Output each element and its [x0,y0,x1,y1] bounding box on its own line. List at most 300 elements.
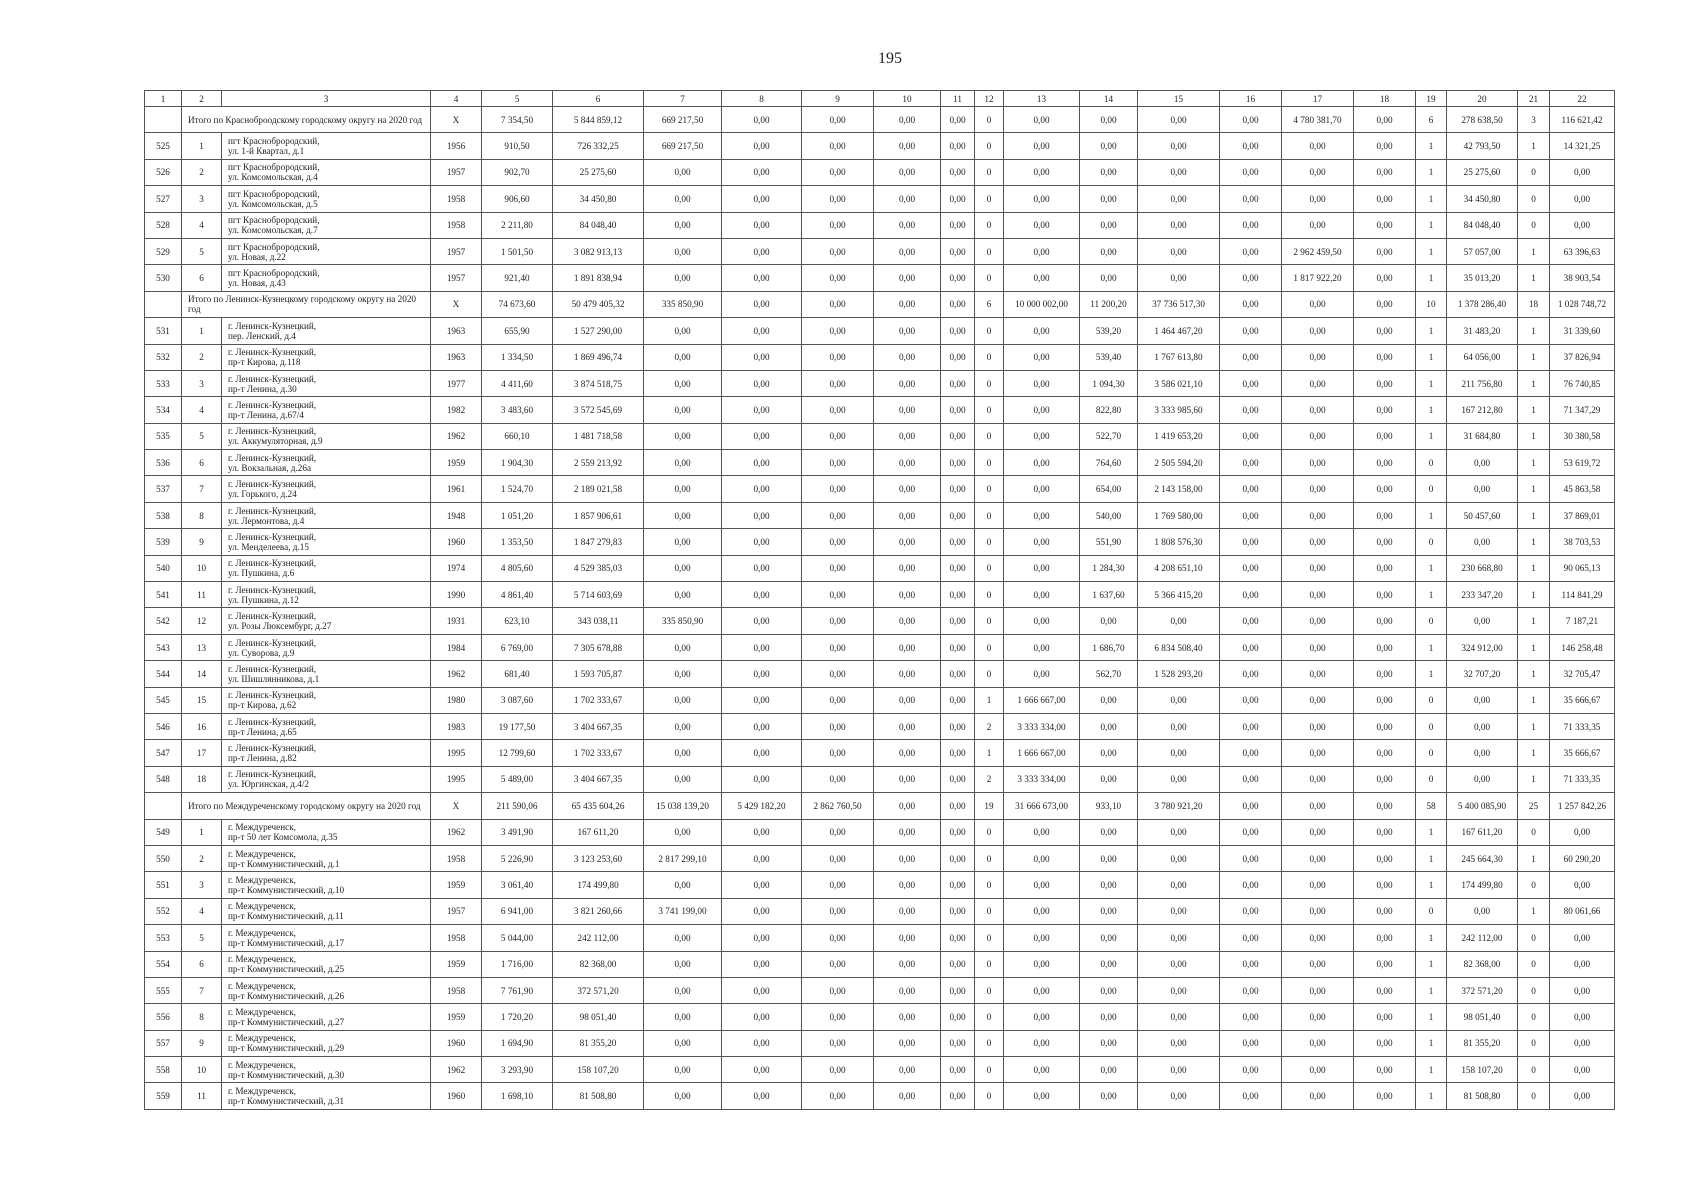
value-cell: 0 [975,529,1004,555]
value-cell: 0,00 [1220,476,1282,502]
address-cell [222,1030,431,1056]
value-cell: 0 [1416,740,1447,766]
value-cell: 34 450,80 [1447,186,1518,212]
value-cell: 0,00 [1004,107,1080,133]
item-index-cell: 4 [182,898,222,924]
value-cell: 1977 [431,370,482,396]
address-locality: г. Междуреченск, [228,1086,296,1097]
value-cell: 1 769 580,00 [1138,502,1220,528]
value-cell: 0,00 [802,212,874,238]
value-cell: 1 524,70 [482,476,553,502]
value-cell: 0,00 [1220,634,1282,660]
value-cell: 0 [1416,898,1447,924]
value-cell: 0,00 [941,450,975,476]
value-cell: 0,00 [802,977,874,1003]
value-cell: 242 112,00 [1447,925,1518,951]
value-cell: 0 [1518,925,1550,951]
value-cell: 0,00 [941,845,975,871]
value-cell: 0,00 [644,423,722,449]
value-cell: 1995 [431,766,482,792]
address-cell [222,159,431,185]
value-cell: 0,00 [941,291,975,317]
value-cell: 5 044,00 [482,925,553,951]
value-cell: 0,00 [941,529,975,555]
address-locality: г. Ленинск-Кузнецкий, [228,347,317,358]
value-cell: 0 [1518,977,1550,1003]
value-cell: 0,00 [1550,1030,1615,1056]
value-cell: 335 850,90 [644,608,722,634]
value-cell: 0,00 [1354,291,1416,317]
value-cell: 0 [975,898,1004,924]
value-cell: 1 [1416,502,1447,528]
value-cell: 726 332,25 [553,133,644,159]
value-cell: 0,00 [1354,529,1416,555]
table-row [145,186,1615,212]
value-cell: 0,00 [802,925,874,951]
value-cell: 0,00 [1550,1057,1615,1083]
value-cell: 0,00 [941,344,975,370]
row-number-cell: 544 [145,661,182,687]
value-cell: 0,00 [1138,1004,1220,1030]
value-cell: 76 740,85 [1550,370,1615,396]
value-cell: 0,00 [722,608,802,634]
value-cell: 1 [1518,661,1550,687]
value-cell: 1961 [431,476,482,502]
value-cell: 0,00 [802,740,874,766]
value-cell: 3 087,60 [482,687,553,713]
item-index-cell: 1 [182,133,222,159]
value-cell: 0,00 [1282,318,1354,344]
value-cell: 32 705,47 [1550,661,1615,687]
table-row [145,977,1615,1003]
item-index-cell: 1 [182,318,222,344]
address-locality: г. Ленинск-Кузнецкий, [228,663,317,674]
value-cell: 0,00 [1354,687,1416,713]
value-cell: 25 275,60 [1447,159,1518,185]
column-number-cell: 22 [1550,91,1615,107]
address-locality: г. Ленинск-Кузнецкий, [228,769,317,780]
address-locality: г. Ленинск-Кузнецкий, [228,558,317,569]
address-cell [222,898,431,924]
value-cell: 211 590,06 [482,793,553,819]
value-cell: 35 666,67 [1550,687,1615,713]
value-cell: 0,00 [1447,476,1518,502]
value-cell: 0,00 [802,133,874,159]
value-cell: 669 217,50 [644,133,722,159]
value-cell: 0,00 [1282,582,1354,608]
page-number: 195 [878,50,902,67]
value-cell: 6 [975,291,1004,317]
value-cell: 1959 [431,450,482,476]
value-cell: 1 [1416,951,1447,977]
value-cell: 0,00 [1550,212,1615,238]
value-cell: 0,00 [644,476,722,502]
value-cell: 0,00 [941,1004,975,1030]
address-cell [222,608,431,634]
address-cell [222,555,431,581]
subtotal-label: Итого по Ленинск-Кузнецкому городскому округу на 2020 год [182,291,431,317]
value-cell: 0 [1416,529,1447,555]
value-cell: 0,00 [874,423,941,449]
value-cell: 1 891 838,94 [553,265,644,291]
column-number-cell: 19 [1416,91,1447,107]
value-cell: 1 [1416,265,1447,291]
value-cell: 158 107,20 [553,1057,644,1083]
column-number-cell: 17 [1282,91,1354,107]
value-cell: 910,50 [482,133,553,159]
address-locality: г. Ленинск-Кузнецкий, [228,584,317,595]
value-cell: 5 226,90 [482,845,553,871]
address-locality: г. Междуреченск, [228,927,296,938]
value-cell: 1960 [431,1083,482,1109]
value-cell: 539,20 [1080,318,1138,344]
column-number-cell: 9 [802,91,874,107]
value-cell: 0 [975,872,1004,898]
value-cell: 0,00 [1447,766,1518,792]
value-cell: 1 257 842,26 [1550,793,1615,819]
value-cell: 3 404 667,35 [553,713,644,739]
value-cell: 0,00 [1080,159,1138,185]
value-cell: 0,00 [1004,450,1080,476]
value-cell: 0,00 [722,397,802,423]
address-street: пр-т Коммунистический, д.26 [228,990,345,1001]
value-cell: 0,00 [1447,529,1518,555]
value-cell: 10 000 002,00 [1004,291,1080,317]
value-cell: 0,00 [1004,238,1080,264]
value-cell: 4 805,60 [482,555,553,581]
row-number-cell: 532 [145,344,182,370]
value-cell: 1 378 286,40 [1447,291,1518,317]
subtotal-row [145,107,1615,133]
value-cell: 0,00 [1080,898,1138,924]
value-cell: 5 714 603,69 [553,582,644,608]
address-cell [222,318,431,344]
value-cell: 42 793,50 [1447,133,1518,159]
value-cell: 0,00 [1138,608,1220,634]
value-cell: 1962 [431,819,482,845]
table-row [145,502,1615,528]
value-cell: 10 [1416,291,1447,317]
value-cell: 50 479 405,32 [553,291,644,317]
table-row [145,661,1615,687]
address-street: ул. Комсомольская, д.7 [228,225,318,236]
value-cell: 0,00 [722,951,802,977]
address-locality: г. Междуреченск, [228,980,296,991]
value-cell: 0,00 [1138,687,1220,713]
value-cell: 0,00 [1550,819,1615,845]
value-cell: 0,00 [1138,977,1220,1003]
value-cell: 0,00 [1220,502,1282,528]
address-cell [222,212,431,238]
value-cell: 1960 [431,529,482,555]
value-cell: 0,00 [802,634,874,660]
value-cell: 0,00 [722,1057,802,1083]
value-cell: 1 [1518,423,1550,449]
address-street: ул. 1-й Квартал, д.1 [228,146,305,157]
value-cell: 0,00 [1138,186,1220,212]
value-cell: 1 [1518,634,1550,660]
address-street: ул. Новая, д.43 [228,278,286,289]
value-cell: 1 694,90 [482,1030,553,1056]
value-cell: 0 [975,186,1004,212]
value-cell: 1 [1518,397,1550,423]
item-index-cell: 9 [182,1030,222,1056]
value-cell: 0,00 [874,766,941,792]
value-cell: 0 [975,265,1004,291]
value-cell: 0,00 [722,555,802,581]
item-index-cell: 11 [182,582,222,608]
item-index-cell: 7 [182,977,222,1003]
value-cell: 1 [1518,238,1550,264]
value-cell: 0,00 [874,872,941,898]
row-number-cell: 553 [145,925,182,951]
address-locality: г. Ленинск-Кузнецкий, [228,479,317,490]
address-street: ул. Вокзальная, д.26а [228,462,312,473]
value-cell: 0,00 [1220,265,1282,291]
value-cell: 6 941,00 [482,898,553,924]
item-index-cell: 4 [182,397,222,423]
value-cell: 1 [1518,476,1550,502]
value-cell: 0,00 [1080,1030,1138,1056]
address-cell [222,529,431,555]
value-cell: 0,00 [1080,107,1138,133]
value-cell: 0,00 [1080,845,1138,871]
value-cell: 0,00 [1282,740,1354,766]
item-index-cell: 1 [182,819,222,845]
value-cell: 0,00 [1004,1083,1080,1109]
row-number-cell: 525 [145,133,182,159]
column-number-cell: 3 [222,91,431,107]
address-street: пр-т Коммунистический, д.17 [228,937,345,948]
value-cell: 0,00 [1220,740,1282,766]
value-cell: 0,00 [1354,1057,1416,1083]
column-number-cell: 16 [1220,91,1282,107]
value-cell: 0 [1518,951,1550,977]
value-cell: 0,00 [1220,555,1282,581]
table-row [145,238,1615,264]
table-row [145,1083,1615,1109]
value-cell: 1 [1518,502,1550,528]
value-cell: 1 284,30 [1080,555,1138,581]
address-locality: г. Междуреченск, [228,1059,296,1070]
item-index-cell: 3 [182,872,222,898]
value-cell: 0,00 [722,1004,802,1030]
table-row [145,133,1615,159]
value-cell: 60 290,20 [1550,845,1615,871]
value-cell: 146 258,48 [1550,634,1615,660]
value-cell: 0 [1518,1004,1550,1030]
value-cell: 0,00 [1282,977,1354,1003]
table-row [145,819,1615,845]
value-cell: 0,00 [1220,450,1282,476]
value-cell: 1957 [431,265,482,291]
value-cell: 0,00 [941,661,975,687]
value-cell: 654,00 [1080,476,1138,502]
value-cell: 1 [1518,713,1550,739]
value-cell: 0,00 [1550,159,1615,185]
value-cell: 1957 [431,159,482,185]
value-cell: 0,00 [1354,925,1416,951]
value-cell: 0,00 [1220,766,1282,792]
value-cell: 0,00 [941,951,975,977]
value-cell: 933,10 [1080,793,1138,819]
value-cell: 0,00 [722,159,802,185]
address-street: пр-т 50 лет Комсомола, д.35 [228,832,338,843]
value-cell: 63 396,63 [1550,238,1615,264]
address-locality: пгт Красноброродский, [228,162,320,173]
value-cell: 0,00 [1447,450,1518,476]
value-cell: 19 [975,793,1004,819]
table-row [145,608,1615,634]
value-cell: 1 [1518,845,1550,871]
value-cell: 0,00 [941,555,975,581]
value-cell: 1 666 667,00 [1004,740,1080,766]
table-row [145,344,1615,370]
value-cell: 1 051,20 [482,502,553,528]
value-cell: 0,00 [722,634,802,660]
value-cell: 0,00 [1220,1083,1282,1109]
item-index-cell: 11 [182,1083,222,1109]
value-cell: 1 [1416,212,1447,238]
value-cell: 167 611,20 [553,819,644,845]
value-cell: 1 334,50 [482,344,553,370]
value-cell: 0,00 [1004,661,1080,687]
value-cell: 0,00 [1220,687,1282,713]
value-cell: 0,00 [941,133,975,159]
value-cell: 0,00 [874,159,941,185]
value-cell: 71 347,29 [1550,397,1615,423]
value-cell: 1 [1416,1057,1447,1083]
address-street: пр-т Коммунистический, д.11 [228,911,344,922]
value-cell: 0,00 [1080,819,1138,845]
value-cell: 0,00 [941,265,975,291]
value-cell: 1 [1416,582,1447,608]
value-cell: 0,00 [1220,1004,1282,1030]
value-cell: 81 355,20 [553,1030,644,1056]
value-cell: 0,00 [941,766,975,792]
address-street: пр-т Ленина, д.67/4 [228,409,304,420]
value-cell: 2 189 021,58 [553,476,644,502]
value-cell: 57 057,00 [1447,238,1518,264]
value-cell: 1 702 333,67 [553,740,644,766]
value-cell: 0,00 [1282,476,1354,502]
value-cell: 1958 [431,186,482,212]
value-cell: 921,40 [482,265,553,291]
empty-cell [145,793,182,819]
value-cell: 1931 [431,608,482,634]
value-cell: 0,00 [722,582,802,608]
value-cell: 0,00 [722,238,802,264]
value-cell: 1 [1518,529,1550,555]
value-cell: 1982 [431,397,482,423]
value-cell: 0,00 [874,107,941,133]
value-cell: 1962 [431,423,482,449]
value-cell: 4 529 385,03 [553,555,644,581]
value-cell: 1 [1416,845,1447,871]
value-cell: 0,00 [644,977,722,1003]
row-number-cell: 539 [145,529,182,555]
value-cell: 0,00 [722,845,802,871]
address-cell [222,186,431,212]
table-row [145,318,1615,344]
value-cell: 0,00 [644,397,722,423]
value-cell: 0,00 [722,713,802,739]
value-cell: 0,00 [1220,819,1282,845]
value-cell: 0,00 [1004,872,1080,898]
value-cell: 0,00 [802,265,874,291]
value-cell: 0,00 [1282,661,1354,687]
value-cell: 335 850,90 [644,291,722,317]
value-cell: 0,00 [722,291,802,317]
value-cell: 31 684,80 [1447,423,1518,449]
row-number-cell: 551 [145,872,182,898]
value-cell: 0 [1416,608,1447,634]
value-cell: 1 [1518,898,1550,924]
value-cell: 1 028 748,72 [1550,291,1615,317]
value-cell: 278 638,50 [1447,107,1518,133]
value-cell: 0,00 [1447,713,1518,739]
value-cell: 0,00 [941,476,975,502]
value-cell: 0 [975,238,1004,264]
address-locality: пгт Красноброродский, [228,136,320,147]
table-row [145,925,1615,951]
table-row [145,766,1615,792]
value-cell: 0,00 [722,265,802,291]
value-cell: 245 664,30 [1447,845,1518,871]
value-cell: 0,00 [1550,951,1615,977]
table-row [145,687,1615,713]
value-cell: 0,00 [1004,529,1080,555]
address-cell [222,502,431,528]
address-cell [222,397,431,423]
value-cell: 1959 [431,951,482,977]
item-index-cell: 5 [182,238,222,264]
address-cell [222,582,431,608]
value-cell: 0,00 [1354,186,1416,212]
table-row [145,713,1615,739]
value-cell: 0,00 [1354,582,1416,608]
value-cell: 0 [975,370,1004,396]
value-cell: 4 208 651,10 [1138,555,1220,581]
value-cell: 343 038,11 [553,608,644,634]
value-cell: 0 [975,1057,1004,1083]
value-cell: 0,00 [1354,661,1416,687]
value-cell: 0,00 [644,370,722,396]
column-number-cell: 21 [1518,91,1550,107]
row-number-cell: 541 [145,582,182,608]
value-cell: 0,00 [1550,872,1615,898]
value-cell: 0,00 [1354,845,1416,871]
value-cell: 1963 [431,344,482,370]
value-cell: 0,00 [1080,186,1138,212]
address-locality: пгт Красноброродский, [228,188,320,199]
value-cell: 5 844 859,12 [553,107,644,133]
value-cell: 0,00 [874,318,941,344]
value-cell: 0,00 [941,212,975,238]
value-cell: 37 736 517,30 [1138,291,1220,317]
row-number-cell: 558 [145,1057,182,1083]
value-cell: 0,00 [941,397,975,423]
value-cell: 1983 [431,713,482,739]
value-cell: 0 [975,1083,1004,1109]
value-cell: 1960 [431,1030,482,1056]
value-cell: 1 [1416,133,1447,159]
value-cell: 1958 [431,845,482,871]
item-index-cell: 10 [182,555,222,581]
value-cell: 0 [975,555,1004,581]
value-cell: 0,00 [802,1004,874,1030]
row-number-cell: 554 [145,951,182,977]
